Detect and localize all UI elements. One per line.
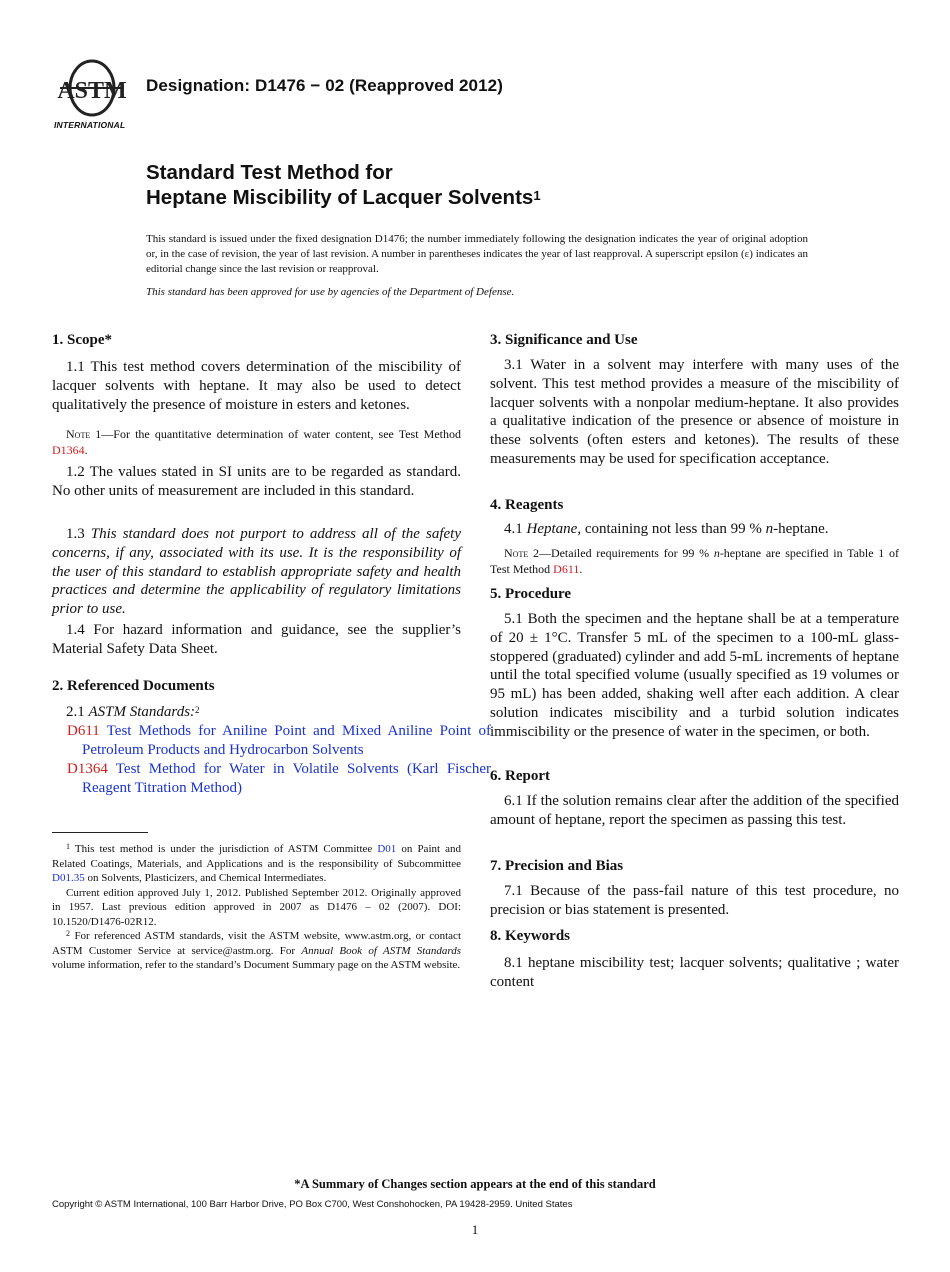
note-2-text2: -heptane are specified in Table 1 of Test Method — [490, 546, 899, 576]
reference-d611[interactable] — [52, 722, 491, 760]
footnote-1 — [52, 842, 461, 886]
para-1-4: 1.4 For hazard information and guidance, see the supplier’s Material Safety Data Sheet. — [52, 622, 461, 657]
para-2-1-text: ASTM Standards: — [88, 704, 196, 720]
title-line-1: Standard Test Method for — [146, 161, 393, 184]
para-1-1: 1.1 This test method covers determination of the miscibility of lacquer solvents with heptane. It may also be used to detect qualitatively the presence of moisture in esters and ketones. — [52, 359, 461, 413]
footnotes — [52, 842, 461, 973]
heading-scope: 1. Scope* — [52, 332, 112, 348]
page-number: 1 — [471, 1222, 479, 1237]
para-4-1-n: n — [765, 521, 774, 537]
ref-d611-title[interactable]: Test Methods for Aniline Point and Mixed Aniline Point of Petroleum Products and Hydrocarbon Solvents — [82, 723, 491, 758]
title-line-2: Heptane Miscibility of Lacquer Solvents — [146, 186, 534, 209]
ref-d611-code[interactable]: D611 — [67, 723, 100, 739]
para-5-1: 5.1 Both the specimen and the heptane shall be at a temperature of 20 ± 1°C. Transfer 5 mL of the specimen to a 100-mL glass-stoppered (graduated) cylinder and add 5-mL increments of heptane until the total specified volume (usually specified as 19 volumes or 95 mL) has been added, shaking well after each addition. A clear solution indicates miscibility and a turbid solution indicates immiscibility or the presence of water in the specimen, or both. — [490, 611, 899, 740]
para-8-1: 8.1 heptane miscibility test; lacquer solvents; qualitative ; water content — [490, 955, 899, 990]
footnote-1-c: on Solvents, Plasticizers, and Chemical Intermediates. — [84, 872, 327, 884]
footnote-divider — [52, 832, 148, 833]
heading-referenced: 2. Referenced Documents — [52, 678, 215, 694]
logo-text: ASTM — [57, 78, 127, 104]
note-1-end: . — [84, 443, 88, 457]
heading-report: 6. Report — [490, 768, 550, 784]
link-d01[interactable]: D01 — [377, 843, 397, 855]
footnote-2-b: volume information, refer to the standard’s Document Summary page on the ASTM website. — [52, 959, 461, 971]
link-d01-35[interactable]: D01.35 — [52, 872, 85, 884]
astm-logo — [52, 58, 136, 134]
copyright: Copyright © ASTM International, 100 Barr Harbor Drive, PO Box C700, West Conshohocken, PA 19428-2959. United States — [52, 1199, 573, 1210]
note-2 — [490, 545, 899, 577]
note-2-label: Note — [504, 546, 529, 560]
title-footnote-mark: 1 — [533, 188, 541, 203]
para-2-1-num: 2.1 — [66, 704, 89, 720]
dod-approval: This standard has been approved for use by agencies of the Department of Defense. — [146, 286, 515, 298]
footnote-1-a: This test method is under the jurisdiction of ASTM Committee — [70, 843, 378, 855]
note-1 — [52, 426, 461, 458]
preamble: This standard is issued under the fixed designation D1476; the number immediately following the designation indicates the year of original adoption or, in the case of revision, the year of last revision. A number in parentheses indicates the year of last reapproval. A superscript epsilon (ε) indicates an editorial change since the last revision or reapproval. — [146, 233, 808, 275]
para-2-1 — [52, 703, 461, 722]
footnote-edition: Current edition approved July 1, 2012. Published September 2012. Originally approved in 1957. Last previous edition approved in 2007 as D1476 – 02 (2007). DOI: 10.1520/D1476-02R12. — [52, 886, 461, 928]
para-2-1-sup: 2 — [195, 705, 200, 715]
para-4-1-text: containing not less than 99 % — [581, 521, 766, 537]
para-4-1-italic: Heptane, — [526, 521, 582, 537]
para-4-1 — [490, 520, 899, 539]
link-d611-note[interactable]: D611 — [553, 562, 580, 576]
reference-d1364[interactable] — [52, 760, 491, 798]
para-1-2: 1.2 The values stated in SI units are to be regarded as standard. No other units of measurement are included in this standard. — [52, 464, 461, 499]
para-1-3 — [52, 525, 461, 619]
footnote-2-mark: 2 — [66, 929, 70, 938]
para-3-1: 3.1 Water in a solvent may interfere with many uses of the solvent. This test method provides a measure of the miscibility of lacquer solvents with a nonpolar medium-heptane. It also provides a qualitative indication of the presence or absence of moisture in these solvents (often esters and ketones). The results of these measurements may be used for specification acceptance. — [490, 357, 899, 467]
logo-subtext: INTERNATIONAL — [54, 120, 126, 130]
footnote-1-b: on Paint and Related Coatings, Materials, and Applications and is the responsibility of Subcommittee — [52, 843, 462, 870]
note-2-n: n — [713, 546, 720, 560]
para-7-1: 7.1 Because of the pass-fail nature of this test procedure, no precision or bias statement is presented. — [490, 883, 899, 918]
note-1-label: Note — [66, 427, 91, 441]
para-4-1-end: -heptane. — [773, 521, 829, 537]
summary-of-changes-note: *A Summary of Changes section appears at the end of this standard — [294, 1177, 656, 1191]
para-6-1: 6.1 If the solution remains clear after the addition of the specified amount of heptane, report the specimen as passing this test. — [490, 793, 899, 828]
footnote-2-a: For referenced ASTM standards, visit the ASTM website, www.astm.org, or contact ASTM Customer Service at service@astm.org. For — [52, 930, 461, 957]
footnote-2-italic: Annual Book of ASTM Standards — [301, 944, 461, 957]
footnote-1-mark: 1 — [66, 842, 70, 851]
heading-significance: 3. Significance and Use — [490, 332, 638, 348]
footnote-2 — [52, 929, 461, 973]
link-d1364-note[interactable]: D1364 — [52, 443, 85, 457]
note-2-text: 2—Detailed requirements for 99 % — [528, 546, 714, 560]
ref-d1364-code[interactable]: D1364 — [67, 761, 108, 777]
heading-precision: 7. Precision and Bias — [490, 858, 624, 874]
para-1-3-text: This standard does not purport to address all of the safety concerns, if any, associated with its use. It is the responsibility of the user of this standard to establish appropriate safety and health practices and determine the applicability of regulatory limitations prior to use. — [52, 526, 461, 618]
document-title — [146, 160, 541, 210]
note-2-end: . — [579, 562, 583, 576]
heading-keywords: 8. Keywords — [490, 928, 570, 944]
para-1-3-num: 1.3 — [66, 526, 91, 542]
para-4-1-num: 4.1 — [504, 521, 527, 537]
designation: Designation: D1476 − 02 (Reapproved 2012) — [146, 76, 503, 95]
ref-d1364-title[interactable]: Test Method for Water in Volatile Solvents (Karl Fischer Reagent Titration Method) — [82, 761, 491, 796]
heading-procedure: 5. Procedure — [490, 586, 572, 602]
note-1-text: 1—For the quantitative determination of water content, see Test Method — [90, 427, 461, 441]
heading-reagents: 4. Reagents — [490, 497, 564, 513]
